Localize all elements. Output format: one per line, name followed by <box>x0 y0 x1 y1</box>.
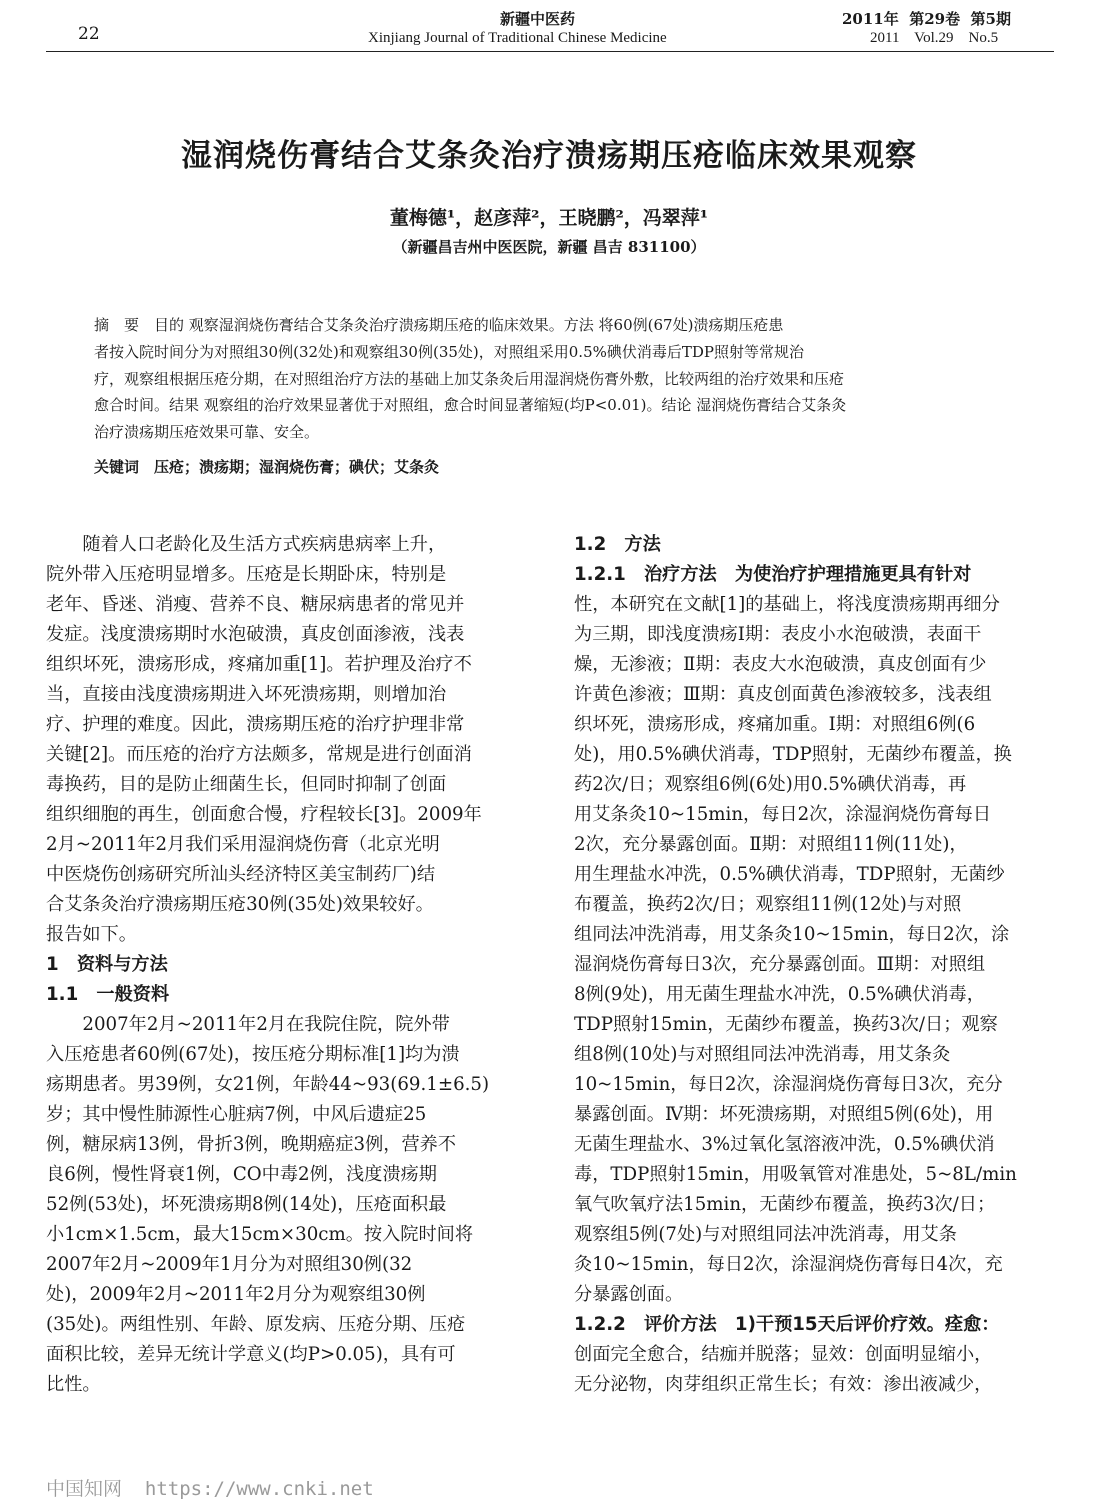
affiliation: （新疆昌吉州中医医院，新疆 昌吉 831100） <box>392 238 706 256</box>
body-text-line: 处)，2009年2月~2011年2月分为观察组30例 <box>46 1284 426 1305</box>
body-text-line: 院外带入压疮明显增多。压疮是长期卧床，特别是 <box>46 564 447 585</box>
body-text-line: 当，直接由浅度溃疡期进入坏死溃疡期，则增加治 <box>46 684 447 705</box>
body-text-line: 毒换药，目的是防止细菌生长，但同时抑制了创面 <box>46 774 447 795</box>
abstract-line: 治疗溃疡期压疮效果可靠、安全。 <box>94 423 320 442</box>
body-text-line: 性，本研究在文献[1]的基础上，将浅度溃疡期再细分 <box>574 594 1000 615</box>
body-text-line: 组同法冲洗消毒，用艾条灸10~15min，每日2次，涂 <box>574 924 1010 945</box>
body-text-line: 1.2.2 评价方法 1)干预15天后评价疗效。痊愈： <box>574 1314 1000 1335</box>
body-text-line: TDP照射15min，无菌纱布覆盖，换药3次/日；观察 <box>574 1014 998 1035</box>
body-text-line: 无菌生理盐水、3%过氧化氢溶液冲洗，0.5%碘伏消 <box>574 1134 995 1155</box>
body-text-line: 无分泌物，肉芽组织正常生长；有效：渗出液减少， <box>574 1374 993 1395</box>
body-text-line: 老年、昏迷、消瘦、营养不良、糖尿病患者的常见并 <box>46 594 465 615</box>
body-column-left <box>46 530 528 1400</box>
body-text-line: 随着人口老龄化及生活方式疾病患病率上升， <box>46 534 447 555</box>
abstract-block <box>94 312 1006 481</box>
body-text-line: 1.1 一般资料 <box>46 984 170 1005</box>
issue-info-en: 2011 Vol.29 No.5 <box>870 30 999 46</box>
body-text-line: (35处)。两组性别、年龄、原发病、压疮分期、压疮 <box>46 1314 466 1335</box>
issue-info-cn: 2011年 第29卷 第5期 <box>842 10 1011 28</box>
abstract-line: 愈合时间。结果 观察组的治疗效果显著优于对照组，愈合时间显著缩短(均P<0.01)。结论 湿润烧伤膏结合艾条灸 <box>94 396 847 415</box>
body-text-line: 小1cm×1.5cm，最大15cm×30cm。按入院时间将 <box>46 1224 474 1245</box>
abstract-line: 者按入院时间分为对照组30例(32处)和观察组30例(35处)，对照组采用0.5%碘伏消毒后TDP照射等常规治 <box>94 342 804 361</box>
body-text-line: 氧气吹氧疗法15min，无菌纱布覆盖，换药3次/日； <box>574 1194 996 1215</box>
body-text-line: 1.2.1 治疗方法 为使治疗护理措施更具有针对 <box>574 564 972 585</box>
body-text-line: 用生理盐水冲洗，0.5%碘伏消毒，TDP照射，无菌纱 <box>574 864 1005 885</box>
article-title: 湿润烧伤膏结合艾条灸治疗溃疡期压疮临床效果观察 <box>181 138 917 174</box>
body-text-line: 岁；其中慢性肺源性心脏病7例，中风后遗症25 <box>46 1104 427 1125</box>
body-text-line: 2007年2月~2009年1月分为对照组30例(32 <box>46 1254 413 1275</box>
body-text-line: 1 资料与方法 <box>46 954 168 975</box>
body-text-line: 暴露创面。Ⅳ期：坏死溃疡期，对照组5例(6处)，用 <box>574 1104 994 1125</box>
header-rule <box>46 51 1054 52</box>
body-text-line: 湿润烧伤膏每日3次，充分暴露创面。Ⅲ期：对照组 <box>574 954 986 975</box>
body-column-right <box>574 530 1056 1400</box>
body-text-line: 燥，无渗液；Ⅱ期：表皮大水泡破溃，真皮创面有少 <box>574 654 987 675</box>
body-text-line: 8例(9处)，用无菌生理盐水冲洗，0.5%碘伏消毒， <box>574 984 985 1005</box>
body-text-line: 毒，TDP照射15min，用吸氧管对准患处，5~8L/min <box>574 1164 1017 1185</box>
body-text-line: 关键[2]。而压疮的治疗方法颇多，常规是进行创面消 <box>46 744 472 765</box>
body-text-line: 中医烧伤创疡研究所汕头经济特区美宝制药厂)结 <box>46 864 436 885</box>
body-text-line: 药2次/日；观察组6例(6处)用0.5%碘伏消毒，再 <box>574 774 967 795</box>
body-text-line: 良6例，慢性肾衰1例，CO中毒2例，浅度溃疡期 <box>46 1164 437 1185</box>
body-text-line: 10~15min，每日2次，涂湿润烧伤膏每日3次，充分 <box>574 1074 1003 1095</box>
page-number: 22 <box>78 24 100 44</box>
body-text-line: 灸10~15min，每日2次，涂湿润烧伤膏每日4次，充 <box>574 1254 1003 1275</box>
body-text-line: 分暴露创面。 <box>574 1284 684 1305</box>
body-text-line: 报告如下。 <box>46 924 137 945</box>
body-text-line: 组织细胞的再生，创面愈合慢，疗程较长[3]。2009年 <box>46 804 482 825</box>
body-text-line: 织坏死，溃疡形成，疼痛加重。Ⅰ期：对照组6例(6 <box>574 714 976 735</box>
abstract-line: 摘 要 目的 观察湿润烧伤膏结合艾条灸治疗溃疡期压疮的临床效果。方法 将60例(67处)溃疡期压疮患 <box>94 316 784 334</box>
body-text-line: 为三期，即浅度溃疡Ⅰ期：表皮小水泡破溃，表面干 <box>574 624 982 645</box>
keywords: 关键词 压疮；溃疡期；湿润烧伤膏；碘伏；艾条灸 <box>94 457 440 476</box>
body-text-line: 观察组5例(7处)与对照组同法冲洗消毒，用艾条 <box>574 1224 957 1245</box>
abstract-line: 疗，观察组根据压疮分期，在对照组治疗方法的基础上加艾条灸后用湿润烧伤膏外敷，比较两组的治疗效果和压疮 <box>94 369 845 388</box>
body-text-line: 2007年2月~2011年2月在我院住院，院外带 <box>46 1014 450 1035</box>
body-text-line: 2月~2011年2月我们采用湿润烧伤膏（北京光明 <box>46 834 440 855</box>
body-text-line: 创面完全愈合，结痂并脱落；显效：创面明显缩小， <box>574 1344 993 1365</box>
body-text-line: 2次，充分暴露创面。Ⅱ期：对照组11例(11处)， <box>574 834 968 855</box>
body-text-line: 面积比较，差异无统计学意义(均P>0.05)，具有可 <box>46 1344 456 1365</box>
body-text-line: 比性。 <box>46 1374 101 1395</box>
author-list: 董梅德¹，赵彦萍²，王晓鹏²，冯翠萍¹ <box>389 207 709 229</box>
body-text-line: 发症。浅度溃疡期时水泡破溃，真皮创面渗液，浅表 <box>46 624 465 645</box>
body-text-line: 合艾条灸治疗溃疡期压疮30例(35处)效果较好。 <box>46 894 434 915</box>
body-text-line: 用艾条灸10~15min，每日2次，涂湿润烧伤膏每日 <box>574 804 992 825</box>
journal-name-cn: 新疆中医药 <box>500 10 576 28</box>
body-text-line: 入压疮患者60例(67处)，按压疮分期标准[1]均为溃 <box>46 1044 460 1065</box>
body-text-line: 1.2 方法 <box>574 534 661 555</box>
body-text-line: 布覆盖，换药2次/日；观察组11例(12处)与对照 <box>574 894 962 915</box>
body-text-line: 组8例(10处)与对照组同法冲洗消毒，用艾条灸 <box>574 1044 951 1065</box>
body-text-line: 疡期患者。男39例，女21例，年龄44~93(69.1±6.5) <box>46 1074 490 1095</box>
body-text-line: 许黄色渗液；Ⅲ期：真皮创面黄色渗液较多，浅表组 <box>574 684 992 705</box>
body-text-line: 例，糖尿病13例，骨折3例，晚期癌症3例，营养不 <box>46 1134 457 1155</box>
cnki-watermark: 中国知网 https://www.cnki.net <box>46 1478 374 1500</box>
journal-name-en: Xinjiang Journal of Traditional Chinese Medicine <box>368 30 667 46</box>
body-text-line: 疗、护理的难度。因此，溃疡期压疮的治疗护理非常 <box>46 714 465 735</box>
body-text-line: 52例(53处)，坏死溃疡期8例(14处)，压疮面积最 <box>46 1194 447 1215</box>
body-text-line: 组织坏死，溃疡形成，疼痛加重[1]。若护理及治疗不 <box>46 654 472 675</box>
body-text-line: 处)，用0.5%碘伏消毒，TDP照射，无菌纱布覆盖，换 <box>574 744 1012 765</box>
